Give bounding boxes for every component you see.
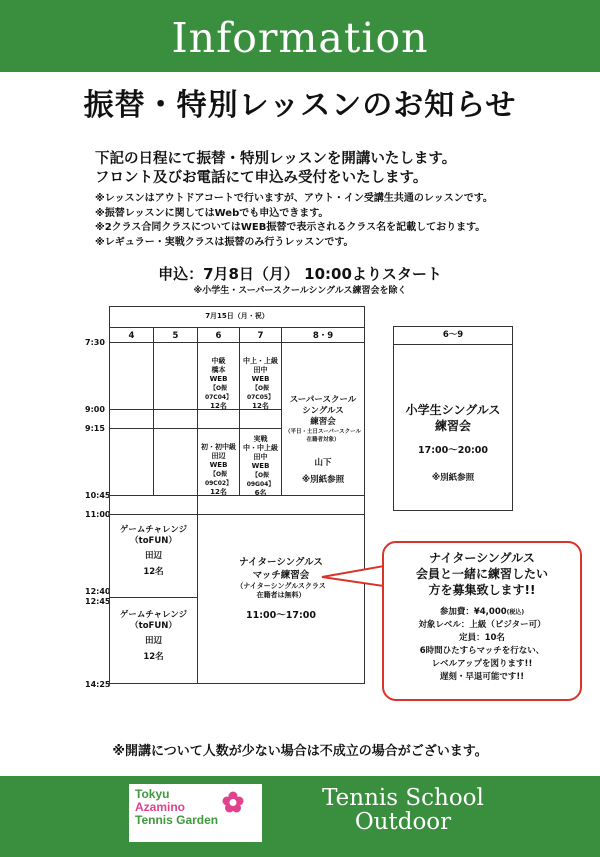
logo-line: Azamino xyxy=(135,800,186,814)
time-label: 9:15 xyxy=(85,424,105,433)
time-label: 9:00 xyxy=(85,405,105,414)
lesson-level: 初・初中級 xyxy=(201,443,236,451)
lesson-web: WEB xyxy=(209,461,228,469)
game-challenge-cell xyxy=(110,610,197,663)
bubble-line: ナイターシングルス xyxy=(429,551,535,565)
super-line: シングルス xyxy=(302,406,344,416)
court-header: 7 xyxy=(257,331,264,341)
logo-line: Tokyu xyxy=(135,787,170,801)
lesson-size: 12名 xyxy=(210,488,227,496)
super-line: 練習会 xyxy=(310,417,336,427)
game-coach: 田辺 xyxy=(144,636,162,646)
super-line: スーパースクール xyxy=(289,395,357,405)
note-item: ※2クラス合同クラスについてはWEB振替で表示されるクラス名を記載しております。 xyxy=(95,222,486,233)
lesson-level: 中上・上級 xyxy=(243,357,278,365)
time-label: 10:45 xyxy=(85,491,111,500)
court-header: 8・9 xyxy=(312,331,334,341)
bottom-notice: ※開講について人数が少ない場合は不成立の場合がございます。 xyxy=(112,744,488,759)
logo-line: Tennis Garden xyxy=(135,813,219,827)
lesson-web: WEB xyxy=(209,375,228,383)
bubble-desc: 6時間ひたすらマッチを行ない、 xyxy=(419,646,545,656)
header-title: Information xyxy=(171,14,429,62)
lesson-code: 【O振07C04】 xyxy=(204,385,233,401)
time-label: 7:30 xyxy=(85,338,105,347)
game-line: （toFUN） xyxy=(130,536,177,546)
nighter-sub: （ナイターシングルスクラス xyxy=(236,582,326,590)
flower-icon xyxy=(221,790,245,814)
nighter-line: マッチ練習会 xyxy=(252,569,310,581)
lesson-code: 【O振09C02】 xyxy=(204,471,233,487)
game-line: ゲームチャレンジ xyxy=(119,610,188,620)
court-header: 5 xyxy=(172,331,179,341)
lesson-code: 【O振07C05】 xyxy=(246,385,275,401)
lesson-coach: 田辺 xyxy=(211,452,226,460)
junior-time: 17:00〜20:00 xyxy=(418,445,488,456)
time-label: 12:45 xyxy=(85,597,111,606)
grid-line xyxy=(110,342,364,343)
junior-singles-box xyxy=(393,326,513,511)
intro-text xyxy=(95,150,456,188)
super-ref: ※別紙参照 xyxy=(301,475,345,485)
bubble-capacity: 定員：10名 xyxy=(459,633,505,643)
court-header: 6〜9 xyxy=(442,330,464,340)
bubble-heading xyxy=(384,550,580,598)
lesson-coach: 田中 xyxy=(253,453,268,461)
lesson-web: WEB xyxy=(251,375,270,383)
school-line: Tennis School xyxy=(322,785,484,811)
application-start: 申込：7月8日（月） 10:00よりスタート xyxy=(158,265,442,283)
court-header: 4 xyxy=(128,331,135,341)
bubble-pointer xyxy=(320,560,390,590)
lesson-cell xyxy=(240,435,281,498)
intro-line: 下記の日程にて振替・特別レッスンを開講いたします。 xyxy=(95,151,457,167)
lesson-size: 6名 xyxy=(254,489,267,497)
lesson-code: 【O振09G04】 xyxy=(246,472,275,488)
bubble-line: 会員と一緒に練習したい xyxy=(415,567,548,581)
time-label: 14:25 xyxy=(85,680,111,689)
school-line: Outdoor xyxy=(354,809,452,835)
schedule-table xyxy=(109,306,365,684)
junior-ref: ※別紙参照 xyxy=(431,473,475,483)
lesson-coach: 橋本 xyxy=(211,366,226,374)
bubble-details xyxy=(384,606,580,684)
lesson-level: 中・中上級 xyxy=(243,444,278,452)
grid-line xyxy=(394,344,512,345)
school-name xyxy=(298,786,508,834)
bubble-fee-tax: (税込) xyxy=(506,609,525,616)
junior-line: 練習会 xyxy=(434,419,471,433)
lesson-cell xyxy=(198,443,239,497)
bubble-fee xyxy=(384,606,580,619)
lesson-coach: 田中 xyxy=(253,366,268,374)
bubble-fee-label: 参加費：¥4,000 xyxy=(439,607,507,617)
time-label: 12:40 xyxy=(85,587,111,596)
bubble-desc: 遅刻・早退可能です!! xyxy=(439,672,525,682)
intro-line: フロント及びお電話にて申込み受付をいたします。 xyxy=(95,170,428,186)
club-logo xyxy=(129,784,262,842)
lesson-web: WEB xyxy=(251,462,270,470)
bubble-level: 対象レベル：上級（ビジター可） xyxy=(418,620,546,630)
junior-line: 小学生シングルス xyxy=(405,403,501,417)
grid-line xyxy=(110,428,281,429)
nighter-line: ナイターシングルス xyxy=(239,557,323,568)
court-header: 6 xyxy=(215,331,222,341)
grid-line xyxy=(110,597,197,598)
bubble-line: 方を募集致します!! xyxy=(428,583,536,597)
lesson-level: 中級 xyxy=(211,357,226,365)
lesson-size: 12名 xyxy=(210,402,227,410)
note-item: ※レギュラー・実戦クラスは振替のみ行うレッスンです。 xyxy=(95,236,354,248)
game-coach: 田辺 xyxy=(144,551,162,561)
grid-line xyxy=(153,327,154,495)
nighter-sub: 在籍者は無料） xyxy=(256,591,306,599)
bubble-desc: レベルアップを図ります!! xyxy=(431,659,533,669)
nighter-recruit-bubble xyxy=(382,541,582,701)
game-line: ゲームチャレンジ xyxy=(119,525,188,535)
game-line: （toFUN） xyxy=(130,621,177,631)
grid-line xyxy=(110,327,364,328)
super-school-cell xyxy=(282,395,364,486)
schedule-date: 7月15日（月・祝） xyxy=(205,312,269,320)
game-size: 12名 xyxy=(143,567,164,577)
junior-title xyxy=(394,402,512,434)
logo-text xyxy=(135,788,218,827)
note-item: ※振替レッスンに関してはWebでも申込できます。 xyxy=(95,207,329,219)
grid-line xyxy=(110,514,364,515)
page-title: 振替・特別レッスンのお知らせ xyxy=(83,88,517,123)
lesson-size: 12名 xyxy=(252,402,269,410)
lesson-cell xyxy=(198,357,239,411)
lesson-cell xyxy=(240,357,281,411)
lesson-level: 実戦 xyxy=(253,435,268,443)
notes-list xyxy=(95,192,493,250)
nighter-time: 11:00〜17:00 xyxy=(246,610,316,621)
super-sub: （平日・土日スーパースクール xyxy=(284,429,362,435)
application-exclusion: ※小学生・スーパースクールシングルス練習会を除く xyxy=(193,286,407,296)
game-size: 12名 xyxy=(143,652,164,662)
super-coach: 山下 xyxy=(314,458,332,468)
time-label: 11:00 xyxy=(85,510,111,519)
super-sub: 在籍者対象） xyxy=(306,437,340,443)
game-challenge-cell xyxy=(110,525,197,578)
note-item: ※レッスンはアウトドアコートで行いますが、アウト・イン受講生共通のレッスンです。 xyxy=(95,193,493,204)
